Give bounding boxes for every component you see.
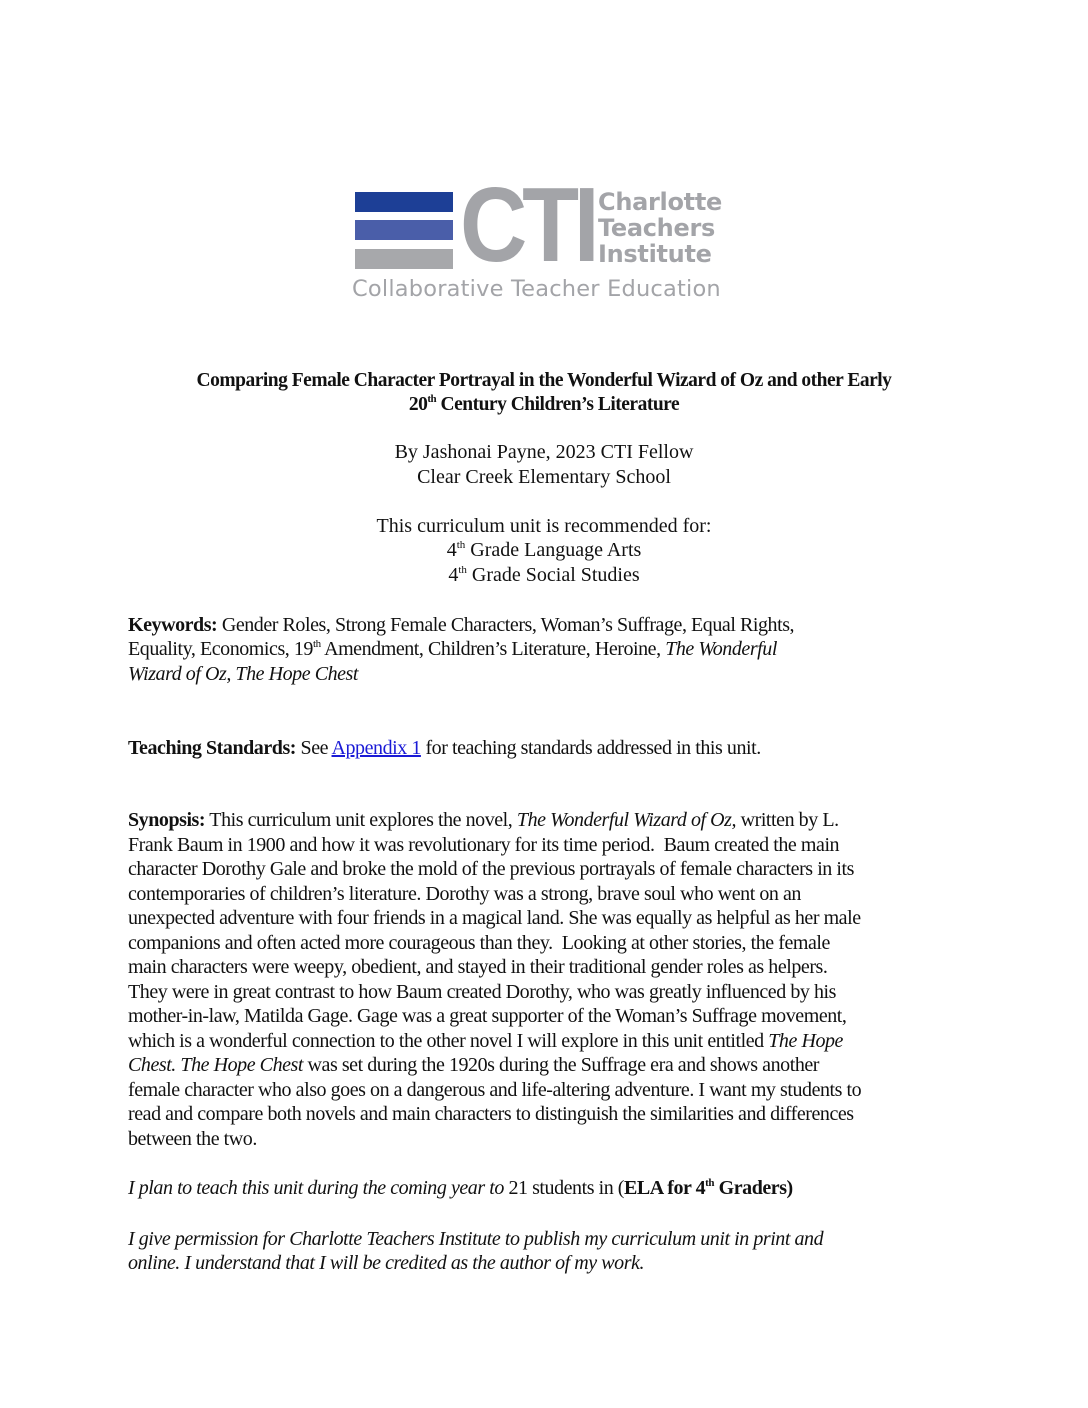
plan-italic-text: I plan to teach this unit during the coming year to xyxy=(128,1177,504,1199)
synopsis-line: Frank Baum in 1900 and how it was revolutionary for its time period. Baum created the main xyxy=(128,834,840,856)
teaching-standards-text: See xyxy=(295,737,332,759)
logo-acronym: CTI xyxy=(460,166,595,284)
keywords-text: Gender Roles, Strong Female Characters, Woman’s Suffrage, Equal Rights, xyxy=(217,614,795,636)
logo-bar-bottom xyxy=(355,249,453,269)
synopsis-line xyxy=(128,1029,843,1053)
keywords-superscript: th xyxy=(312,638,321,650)
teaching-plan xyxy=(128,1176,793,1200)
grade-subject: Grade Language Arts xyxy=(465,539,642,561)
plan-class-name: ELA for 4 xyxy=(624,1177,706,1199)
logo-org-name xyxy=(598,189,722,267)
document-title-line1: Comparing Female Character Portrayal in the Wonderful Wizard of Oz and other Early xyxy=(196,370,892,391)
synopsis-text: written by L. xyxy=(736,809,839,831)
synopsis-line: between the two. xyxy=(128,1128,257,1150)
teaching-standards xyxy=(128,736,761,760)
synopsis-text: was set during the 1920s during the Suffrage era and shows another xyxy=(302,1054,820,1076)
keywords-line3: Wizard of Oz, The Hope Chest xyxy=(128,663,358,685)
permission-line2: online. I understand that I will be credited as the author of my work. xyxy=(128,1252,645,1274)
synopsis-italic-title: The Hope xyxy=(768,1030,843,1052)
logo-bar-middle xyxy=(355,220,453,240)
synopsis-line: main characters were weepy, obedient, and stayed in their traditional gender roles as helpers. xyxy=(128,956,828,978)
synopsis-italic-title: Chest. The Hope Chest xyxy=(128,1054,303,1076)
synopsis-line: They were in great contrast to how Baum created Dorothy, who was greatly influenced by his xyxy=(128,981,836,1003)
synopsis-line: contemporaries of children’s literature. Dorothy was a strong, brave soul who went on an xyxy=(128,883,801,905)
synopsis-line: read and compare both novels and main characters to distinguish the similarities and differences xyxy=(128,1103,854,1125)
keywords-line2 xyxy=(128,637,777,661)
grade-superscript: th xyxy=(458,564,467,576)
grade-number: 4 xyxy=(446,539,457,561)
keywords-text: Amendment, Children’s Literature, Heroine, xyxy=(320,638,666,660)
recommendation-item xyxy=(0,538,1088,562)
grade-superscript: th xyxy=(456,539,466,551)
logo-org-line3: Institute xyxy=(598,240,712,268)
school-line: Clear Creek Elementary School xyxy=(417,466,671,488)
synopsis-line: character Dorothy Gale and broke the mold of the previous portrayals of female characters in its xyxy=(128,858,854,880)
logo-org-line1: Charlotte xyxy=(598,188,722,216)
keywords-label: Keywords: xyxy=(128,614,218,636)
keywords-text: Equality, Economics, 19 xyxy=(128,638,313,660)
synopsis-text: This curriculum unit explores the novel, xyxy=(205,809,517,831)
plan-student-count: 21 students in ( xyxy=(503,1177,625,1199)
synopsis-line xyxy=(128,808,839,832)
permission-line1: I give permission for Charlotte Teachers Institute to publish my curriculum unit in print and xyxy=(128,1228,824,1250)
recommendation-intro: This curriculum unit is recommended for: xyxy=(376,515,712,537)
teaching-standards-label: Teaching Standards: xyxy=(128,737,296,759)
title-number: 20 xyxy=(408,394,428,415)
keywords-italic-title: The Wonderful xyxy=(665,638,777,660)
synopsis-text: which is a wonderful connection to the other novel I will explore in this unit entitled xyxy=(128,1030,769,1052)
synopsis-line: unexpected adventure with four friends in a magical land. She was equally as helpful as her male xyxy=(128,907,861,929)
grade-number: 4 xyxy=(448,564,459,586)
plan-superscript: th xyxy=(705,1177,715,1189)
synopsis-italic-title: The Wonderful Wizard of Oz, xyxy=(516,809,737,831)
logo-org-line2: Teachers xyxy=(598,214,715,242)
synopsis-line: female character who also goes on a dangerous and life-altering adventure. I want my students to xyxy=(128,1079,862,1101)
title-superscript: th xyxy=(427,393,437,405)
teaching-standards-text: for teaching standards addressed in this unit. xyxy=(420,737,761,759)
cti-logo xyxy=(350,166,750,306)
synopsis-line: companions and often acted more courageous than they. Looking at other stories, the female xyxy=(128,932,830,954)
logo-tagline: Collaborative Teacher Education xyxy=(352,276,721,302)
keywords-line1 xyxy=(128,613,794,637)
title-rest: Century Children’s Literature xyxy=(436,394,680,415)
author-line: By Jashonai Payne, 2023 CTI Fellow xyxy=(394,441,694,463)
synopsis-label: Synopsis: xyxy=(128,809,206,831)
logo-bar-top xyxy=(355,192,453,212)
plan-class-name-end: Graders) xyxy=(714,1177,793,1199)
recommendation-item xyxy=(0,563,1088,587)
document-title-line2 xyxy=(0,393,1088,417)
appendix-1-link[interactable]: Appendix 1 xyxy=(331,737,421,759)
synopsis-line xyxy=(128,1053,819,1077)
synopsis-line: mother-in-law, Matilda Gage. Gage was a great supporter of the Woman’s Suffrage movement, xyxy=(128,1005,847,1027)
grade-subject: Grade Social Studies xyxy=(466,564,640,586)
